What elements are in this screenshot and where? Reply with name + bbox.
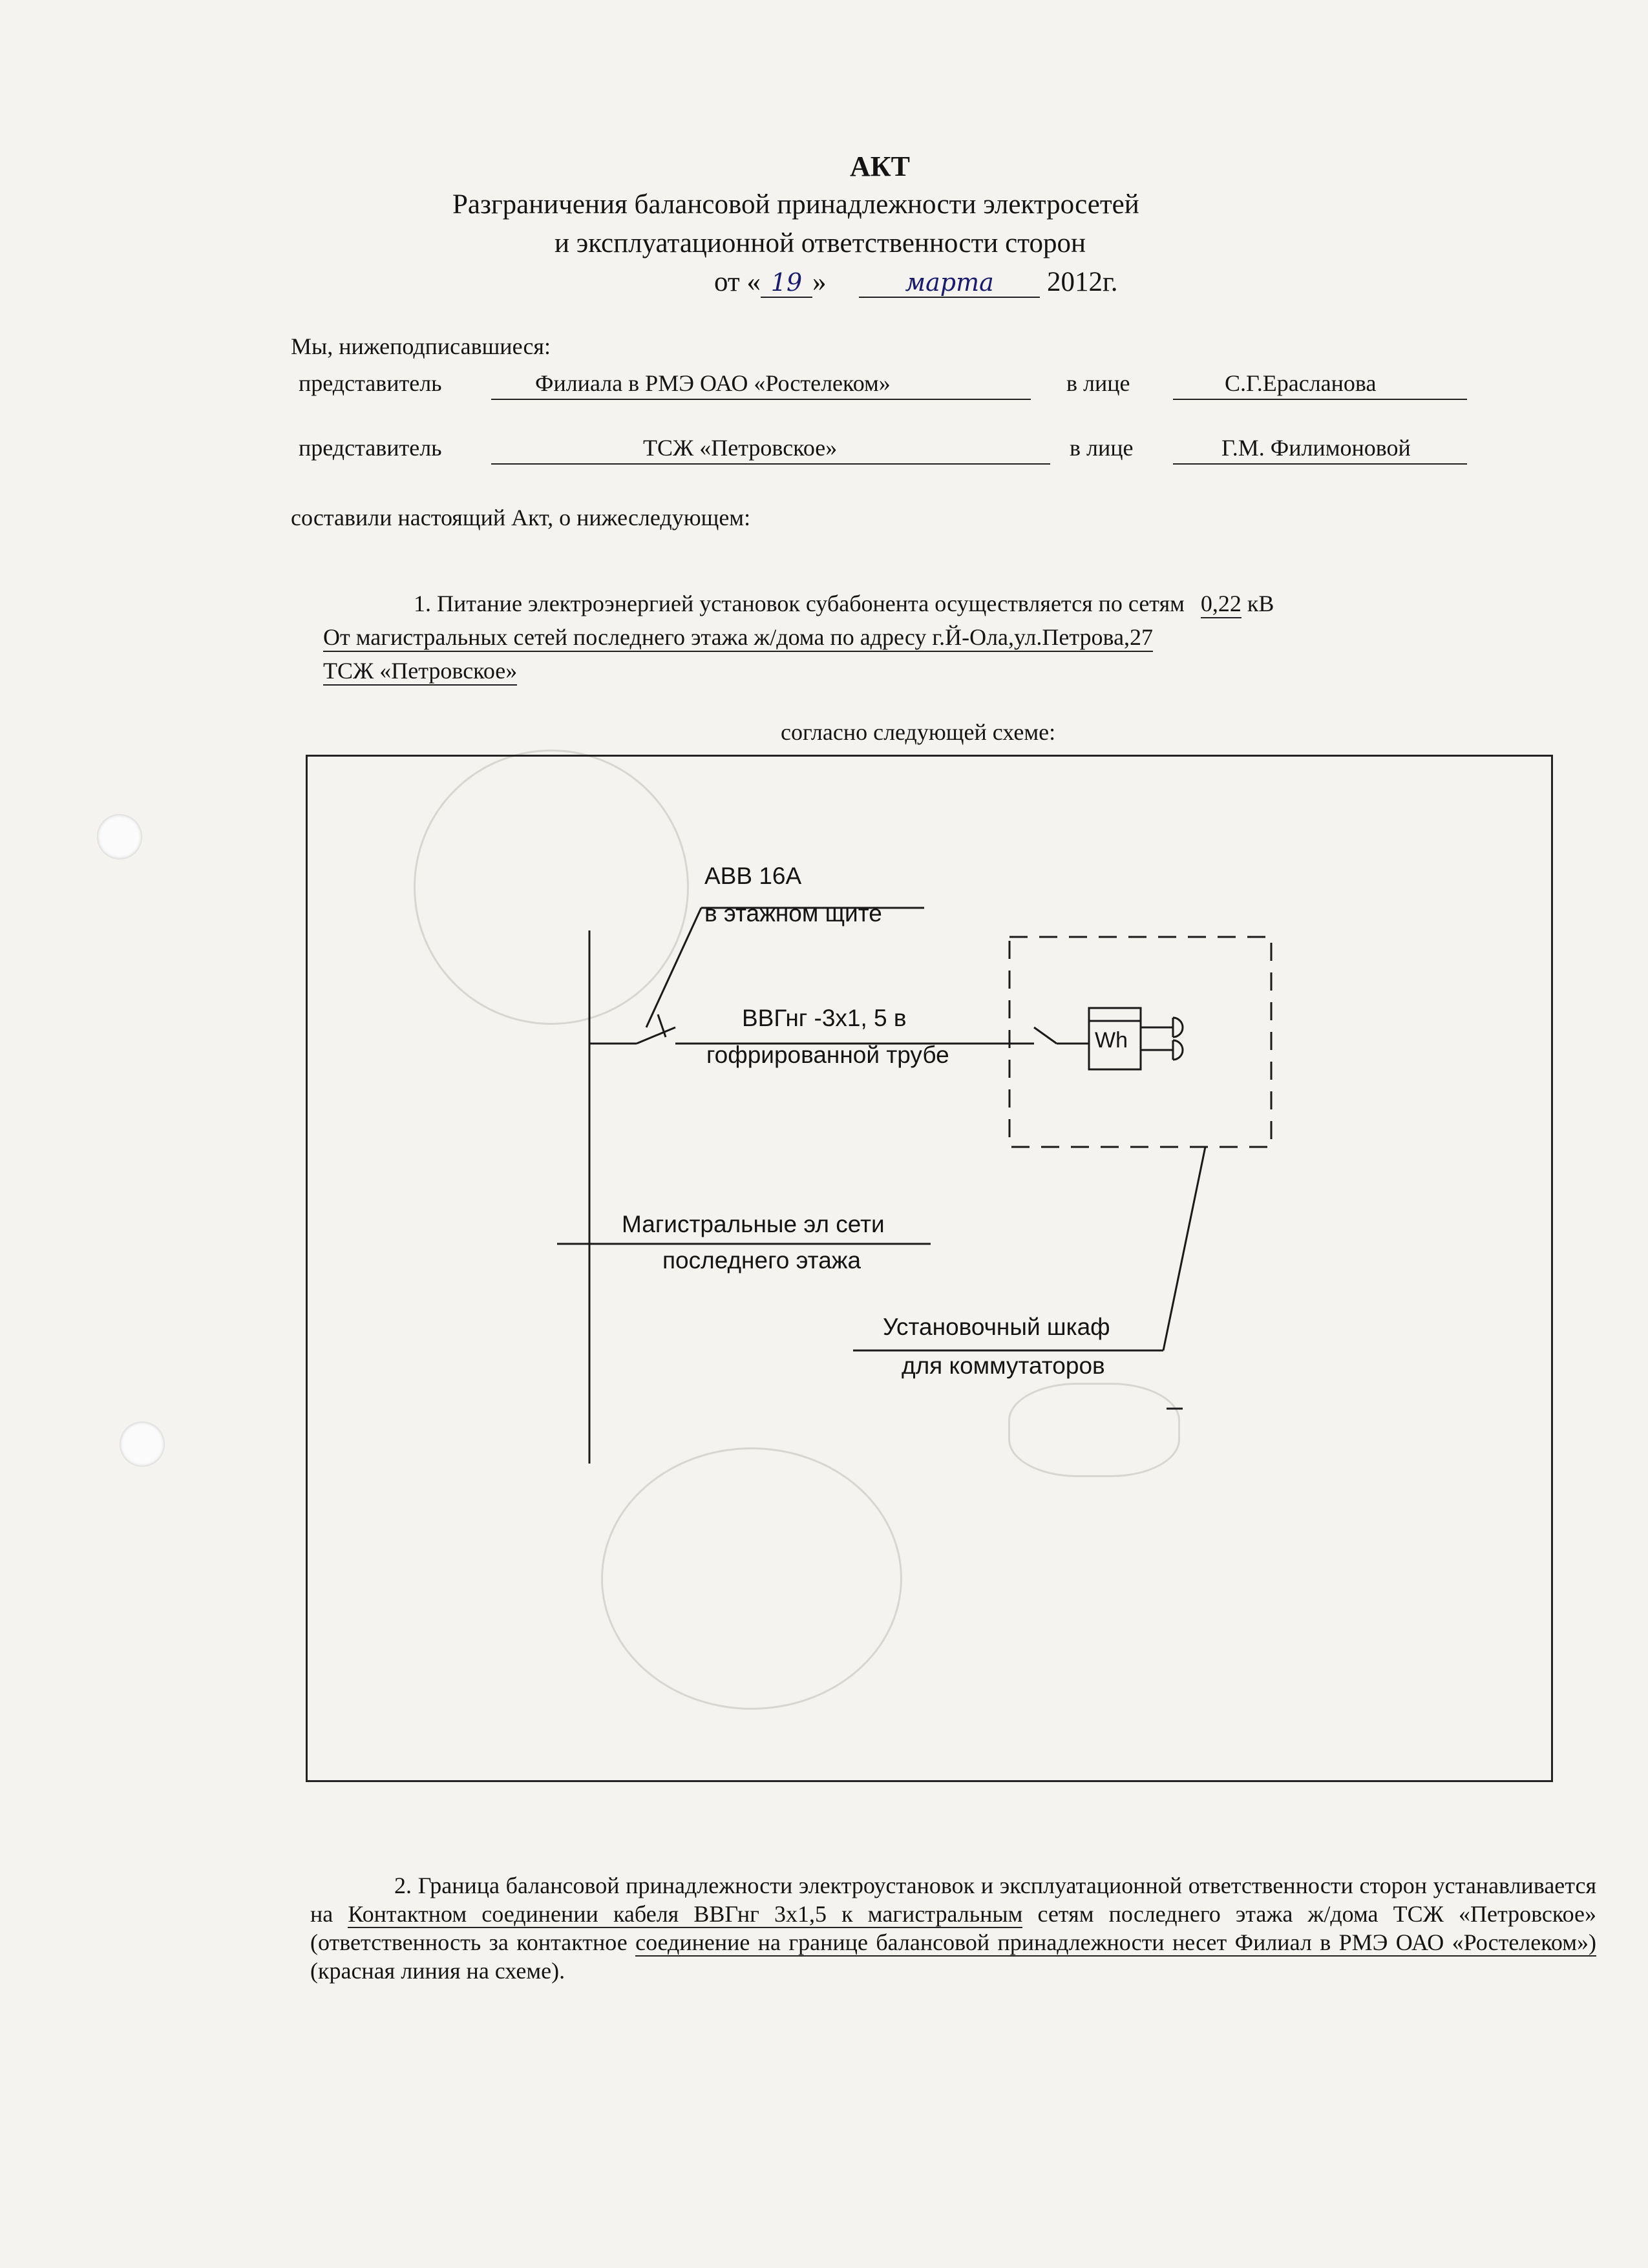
party1-org: Филиала в РМЭ ОАО «Ростелеком» — [535, 370, 891, 396]
clause2-paragraph — [310, 1871, 1596, 1985]
clause2-part3: (красная линия на схеме). — [310, 1958, 565, 1984]
party2-org-underline — [491, 463, 1050, 465]
rep1-label: представитель — [299, 370, 442, 396]
clause1-line3 — [323, 657, 517, 686]
clause2-underlined2: соединение на границе балансовой принадлежности несет Филиал в РМЭ ОАО «Ростелеком») — [635, 1929, 1596, 1955]
date-year: 2012г. — [1046, 267, 1118, 297]
clause2-underlined1: Контактном соединении кабеля ВВГнг 3х1,5 к магистральным — [348, 1901, 1023, 1927]
date-prefix: от « — [714, 267, 761, 297]
in-person-label-2: в лице — [1070, 435, 1134, 461]
date-mid: » — [812, 267, 827, 297]
clause1-unit: кВ — [1247, 591, 1274, 616]
hole-punch — [97, 814, 142, 859]
cabinet-label1: Установочный шкаф — [883, 1314, 1110, 1340]
doc-subtitle-line1: Разграничения балансовой принадлежности электросетей — [452, 189, 1139, 220]
clause1-source: От магистральных сетей последнего этажа ж/дома по адресу г.Й-Ола,ул.Петрова,27 — [323, 624, 1153, 652]
in-person-label-1: в лице — [1066, 370, 1130, 396]
hole-punch — [120, 1422, 165, 1467]
mains-label1: Магистральные эл сети — [622, 1211, 885, 1237]
party1-person-underline — [1173, 399, 1467, 400]
clause1-owner: ТСЖ «Петровское» — [323, 657, 517, 686]
cabinet-label2: для коммутаторов — [902, 1352, 1105, 1379]
party1-person: С.Г.Ерасланова — [1225, 370, 1377, 396]
cable-label1: ВВГнг -3х1, 5 в — [742, 1005, 907, 1031]
scheme-caption: согласно следующей схеме: — [781, 719, 1056, 745]
rep2-label: представитель — [299, 435, 442, 461]
clause2-part1: Граница балансовой принадлежности электроустановок и эксплуатационной ответственности сторон устанавливается на — [310, 1873, 1596, 1927]
parties-intro: Мы, нижеподписавшиеся: — [291, 333, 551, 359]
party2-person-underline — [1173, 463, 1467, 465]
meter-label: Wh — [1095, 1028, 1128, 1053]
date-month: марта — [859, 268, 1040, 298]
diagram-frame — [306, 755, 1553, 1782]
doc-subtitle-line2: и эксплуатационной ответственности сторон — [555, 228, 1086, 258]
clause1-line2 — [323, 624, 1153, 652]
party2-org: ТСЖ «Петровское» — [643, 435, 838, 461]
clause1-voltage: 0,22 — [1201, 590, 1241, 618]
cable-label2: гофрированной трубе — [706, 1042, 949, 1068]
breaker-label1: АВВ 16А — [704, 863, 802, 889]
mains-label2: последнего этажа — [662, 1247, 861, 1274]
party1-org-underline — [491, 399, 1031, 400]
party2-person: Г.М. Филимоновой — [1221, 435, 1411, 461]
date-day: 19 — [761, 268, 812, 298]
breaker-label2: в этажном щите — [704, 900, 882, 927]
composed-line: составили настоящий Акт, о нижеследующем: — [291, 505, 751, 530]
clause1-line1 — [414, 590, 1274, 618]
clause2-num: 2. — [394, 1873, 412, 1898]
clause1-text: 1. Питание электроэнергией установок субабонента осуществляется по сетям — [414, 591, 1185, 616]
clause2-part2: сетям последнего этажа ж/дома ТСЖ «Петровское» (ответственность за контактное — [310, 1901, 1596, 1955]
date-line — [714, 266, 1118, 298]
doc-title: АКТ — [850, 151, 911, 182]
